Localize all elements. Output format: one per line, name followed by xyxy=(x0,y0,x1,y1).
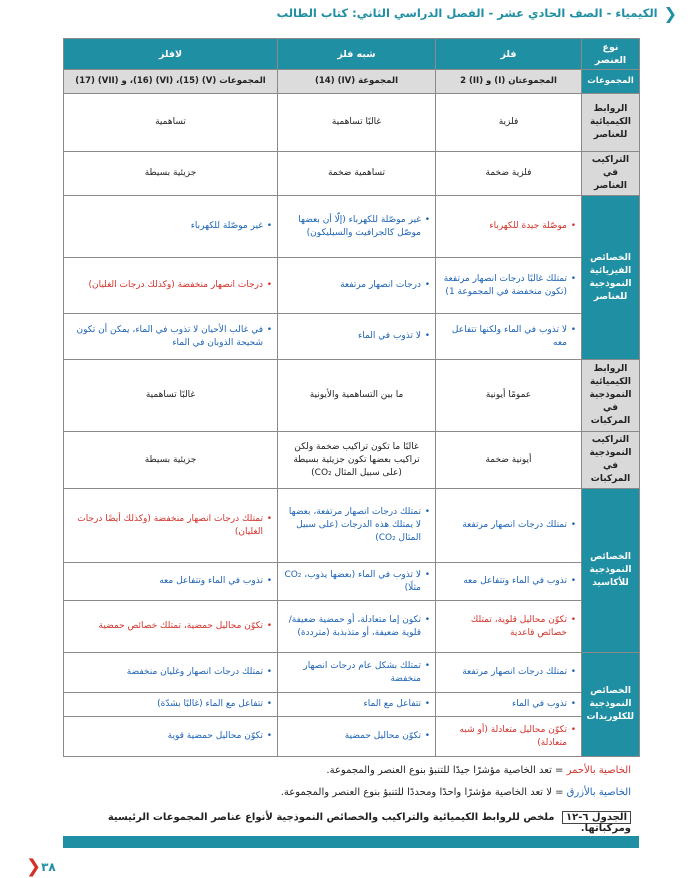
groups-nonmetal: المجموعات (V) (15)، (VI) (16)، و (VII) (17) xyxy=(64,70,278,94)
list-item: • تذوب في الماء وتتفاعل معه xyxy=(159,576,272,586)
blue-note: الخاصية بالأزرق = لا تعد الخاصية مؤشرًا واحدًا ومحددًا للتنبؤ بنوع العنصر والمجموعة. xyxy=(280,787,631,798)
groups-label: المجموعات xyxy=(582,70,640,94)
list-item: • درجات انصهار مرتفعة xyxy=(340,280,430,290)
row-label-compound-structures: التراكيب النموذجية في المركبات xyxy=(582,432,640,489)
table-header-row xyxy=(64,39,640,70)
table-row xyxy=(64,693,640,717)
row-label-compound-bonds: الروابط الكيميائية النموذجية في المركبات xyxy=(582,360,640,432)
row-label-element-structures: التراكيب في العناصر xyxy=(582,152,640,196)
cell: جزيئية بسيطة xyxy=(64,432,278,489)
list-item: • لا تذوب في الماء ولكنها تتفاعل معه xyxy=(451,324,576,348)
list-item: • تمتلك درجات انصهار مرتفعة xyxy=(462,520,576,530)
cell: ما بين التساهمية والأيونية xyxy=(278,360,436,432)
table-row xyxy=(64,360,640,432)
list-item: • تمتلك درجات انصهار منخفضة (وكذلك أيضًا درجات الغليان) xyxy=(77,513,272,537)
list-item: • تكوّن محاليل حمضية قوية xyxy=(167,731,272,741)
groups-row xyxy=(64,70,640,94)
row-label-element-bonds: الروابط الكيميائية للعناصر xyxy=(582,94,640,152)
table-row xyxy=(64,94,640,152)
list-item: • غير موصّلة للكهرباء (إلّا أن بعضها موصّل كالجرافيت والسيليكون) xyxy=(298,214,430,238)
table-row xyxy=(64,563,640,601)
header-metalloid: شبه فلز xyxy=(278,39,436,70)
list-item: • تكوّن محاليل قلوية، تمتلك خصائص قاعدية xyxy=(470,614,576,638)
list-item: • تكون إما متعادلة، أو حمضية ضعيفة/قلوية ضعيفة، أو متذبذبة (مترددة) xyxy=(288,614,430,638)
groups-metalloid: المجموعة (IV) (14) xyxy=(278,70,436,94)
cell: تساهمية xyxy=(64,94,278,152)
table-row xyxy=(64,717,640,757)
cell: تساهمية ضخمة xyxy=(278,152,436,196)
list-item: • تمتلك درجات انصهار وغليان منخفضة xyxy=(126,667,272,677)
list-item: • تكوّن محاليل متعادلة (أو شبه متعادلة) xyxy=(459,724,576,748)
table-row xyxy=(64,196,640,258)
list-item: • تمتلك درجات انصهار مرتفعة، بعضها لا يمتلك هذه الدرجات (على سبيل المثال CO₂) xyxy=(288,507,430,543)
list-item: • موصّلة جيدة للكهرباء xyxy=(489,221,576,231)
list-item: • تمتلك غالبًا درجات انصهار مرتفعة (تكون منخفضة في المجموعة 1) xyxy=(443,273,576,297)
cell: غالبًا تساهمية xyxy=(278,94,436,152)
table-row xyxy=(64,653,640,693)
cell: جزيئية بسيطة xyxy=(64,152,278,196)
row-label-physical-properties: الخصائص الفيزيائية النموذجية للعناصر xyxy=(582,196,640,360)
list-item: • درجات انصهار منخفضة (وكذلك درجات الغليان) xyxy=(88,280,272,290)
cell: فلزية xyxy=(436,94,582,152)
list-item: • تكوّن محاليل حمضية xyxy=(344,731,430,741)
list-item: • تذوب في الماء وتتفاعل معه xyxy=(463,576,576,586)
list-item: • لا تذوب في الماء (بعضها يذوب، CO₂ مثلًا) xyxy=(284,569,430,593)
cell: غالبًا تساهمية xyxy=(64,360,278,432)
red-note: الخاصية بالأحمر = تعد الخاصية مؤشرًا جيدًا للتنبؤ بنوع العنصر والمجموعة. xyxy=(326,765,631,776)
row-label-oxides: الخصائص النموذجية للأكاسيد xyxy=(582,489,640,653)
page-header-title: الكيمياء - الصف الحادي عشر - الفصل الدراسي الثاني: كتاب الطالب xyxy=(276,6,658,20)
header-nonmetal: لافلز xyxy=(64,39,278,70)
list-item: • تذوب في الماء xyxy=(512,699,576,709)
table-row xyxy=(64,152,640,196)
chevron-left-icon: ❮ xyxy=(26,856,42,877)
caption-label: الجدول ٦-١٢ xyxy=(562,811,631,824)
header-metal: فلز xyxy=(436,39,582,70)
groups-metal: المجموعتان (I) و (II) 2 xyxy=(436,70,582,94)
chevron-left-icon: ❮ xyxy=(663,3,677,23)
list-item: • لا تذوب في الماء xyxy=(358,331,430,341)
table-row xyxy=(64,432,640,489)
page-header xyxy=(0,0,691,26)
list-item: • تتفاعل مع الماء xyxy=(363,699,430,709)
cell: أيونية ضخمة xyxy=(436,432,582,489)
caption-text: ملخص للروابط الكيميائية والتراكيب والخصائص النموذجية لأنواع عناصر المجموعات الرئيسية ومركباتها. xyxy=(107,812,631,834)
summary-table xyxy=(63,38,640,757)
cell: فلزية ضخمة xyxy=(436,152,582,196)
table-row xyxy=(64,601,640,653)
page-number: ٣٨ ❮ xyxy=(26,856,56,877)
footer-bar xyxy=(63,836,639,848)
legend-notes xyxy=(71,760,631,804)
list-item: • تتفاعل مع الماء (غالبًا بشدّة) xyxy=(157,699,272,709)
cell: غالبًا ما تكون تراكيب ضخمة ولكن تراكيب بعضها تكون جزيئية بسيطة (على سبيل المثال CO₂) xyxy=(278,432,436,489)
list-item: • تمتلك بشكل عام درجات انصهار منخفضة xyxy=(303,660,430,684)
list-item: • تكوّن محاليل حمضية، تمتلك خصائص حمضية xyxy=(98,621,272,631)
row-label-chlorides: الخصائص النموذجية للكلوريدات xyxy=(582,653,640,757)
list-item: • في غالب الأحيان لا تذوب في الماء، يمكن أن تكون شحيحة الذوبان في الماء xyxy=(76,324,272,348)
table-row xyxy=(64,258,640,314)
table-caption xyxy=(61,812,631,834)
cell: عمومًا أيونية xyxy=(436,360,582,432)
table-row xyxy=(64,489,640,563)
table-row xyxy=(64,314,640,360)
header-element-type: نوع العنصر xyxy=(582,39,640,70)
list-item: • تمتلك درجات انصهار مرتفعة xyxy=(462,667,576,677)
list-item: • غير موصّلة للكهرباء xyxy=(190,221,272,231)
